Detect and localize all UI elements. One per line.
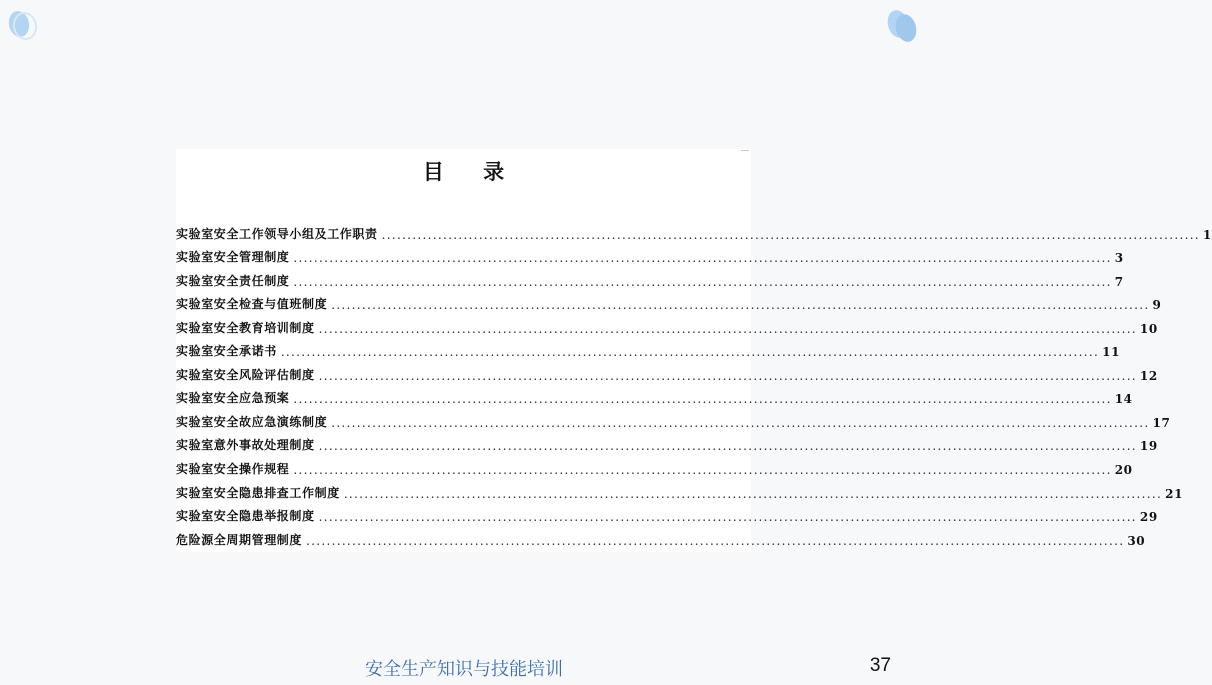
toc-list — [176, 218, 1212, 548]
toc-entry-page: 29 — [1139, 510, 1158, 525]
toc-entry-page: 12 — [1139, 368, 1158, 383]
toc-entry-page: 14 — [1114, 392, 1133, 407]
toc-leader-dots: ................................................................................................................................................................ — [306, 533, 1125, 548]
toc-entry — [176, 383, 1133, 407]
toc-leader-dots: ................................................................................................................................................................ — [331, 298, 1150, 313]
toc-entry-label: 实验室安全操作规程 — [176, 462, 290, 477]
toc-entry — [176, 453, 1133, 478]
toc-leader-dots: ................................................................................................................................................................ — [280, 345, 1100, 360]
corner-bubble-decoration-left — [4, 4, 40, 44]
toc-entry — [176, 242, 1124, 266]
toc-entry-label: 实验室安全工作领导小组及工作职责 — [176, 226, 378, 241]
scan-mark — [741, 150, 749, 153]
toc-entry — [176, 265, 1124, 289]
toc-entry — [176, 289, 1162, 313]
toc-title: 目 录 — [422, 159, 521, 184]
toc-entry-page: 20 — [1114, 463, 1133, 478]
toc-entry-label: 实验室安全检查与值班制度 — [176, 297, 328, 312]
toc-leader-dots: ................................................................................................................................................................ — [293, 274, 1112, 289]
toc-entry-label: 实验室安全隐患排查工作制度 — [176, 485, 340, 500]
footer-title: 安全生产知识与技能培训 — [365, 659, 563, 680]
corner-bubble-decoration-right — [882, 4, 918, 44]
toc-entry-label: 实验室安全应急预案 — [176, 391, 290, 406]
toc-entry-page: 30 — [1127, 533, 1146, 548]
toc-entry — [176, 336, 1121, 360]
toc-entry-page: 3 — [1114, 251, 1124, 266]
toc-entry — [176, 524, 1146, 548]
toc-entry-page: 7 — [1114, 274, 1124, 289]
toc-leader-dots: ................................................................................................................................................................ — [293, 463, 1112, 478]
toc-entry-page: 21 — [1165, 486, 1184, 501]
toc-entry-label: 实验室安全风险评估制度 — [176, 367, 315, 382]
toc-entry-label: 实验室安全承诺书 — [176, 344, 277, 359]
toc-entry — [176, 312, 1158, 336]
toc-entry-label: 实验室安全故应急演练制度 — [176, 414, 328, 429]
toc-leader-dots: ................................................................................................................................................................ — [293, 251, 1112, 266]
toc-entry — [176, 501, 1158, 525]
toc-entry — [176, 359, 1158, 383]
toc-leader-dots: ................................................................................................................................................................ — [343, 486, 1163, 501]
toc-entry-page: 17 — [1152, 415, 1171, 430]
toc-document-image — [176, 149, 1212, 552]
toc-entry-label: 实验室意外事故处理制度 — [176, 438, 315, 453]
toc-entry — [176, 406, 1171, 430]
toc-entry-label: 危险源全周期管理制度 — [176, 532, 303, 547]
toc-entry-page: 19 — [1139, 439, 1158, 454]
toc-leader-dots: ................................................................................................................................................................ — [293, 392, 1112, 407]
toc-leader-dots: ................................................................................................................................................................ — [318, 368, 1137, 383]
toc-leader-dots: ................................................................................................................................................................ — [381, 227, 1200, 242]
toc-entry-page: 1 — [1202, 227, 1212, 242]
toc-entry — [176, 218, 1212, 242]
toc-entry-label: 实验室安全管理制度 — [176, 250, 290, 265]
slide-number: 37 — [869, 655, 891, 676]
toc-entry-label: 实验室安全教育培训制度 — [176, 320, 315, 335]
toc-leader-dots: ................................................................................................................................................................ — [318, 510, 1137, 525]
toc-entry-label: 实验室安全责任制度 — [176, 273, 290, 288]
toc-entry — [176, 430, 1158, 454]
toc-entry-page: 10 — [1139, 321, 1158, 336]
toc-leader-dots: ................................................................................................................................................................ — [318, 321, 1137, 336]
toc-entry-page: 9 — [1152, 298, 1162, 313]
toc-entry — [176, 477, 1184, 501]
toc-entry-page: 11 — [1102, 345, 1121, 360]
toc-leader-dots: ................................................................................................................................................................ — [318, 439, 1137, 454]
toc-entry-label: 实验室安全隐患举报制度 — [176, 509, 315, 524]
toc-leader-dots: ................................................................................................................................................................ — [331, 415, 1150, 430]
